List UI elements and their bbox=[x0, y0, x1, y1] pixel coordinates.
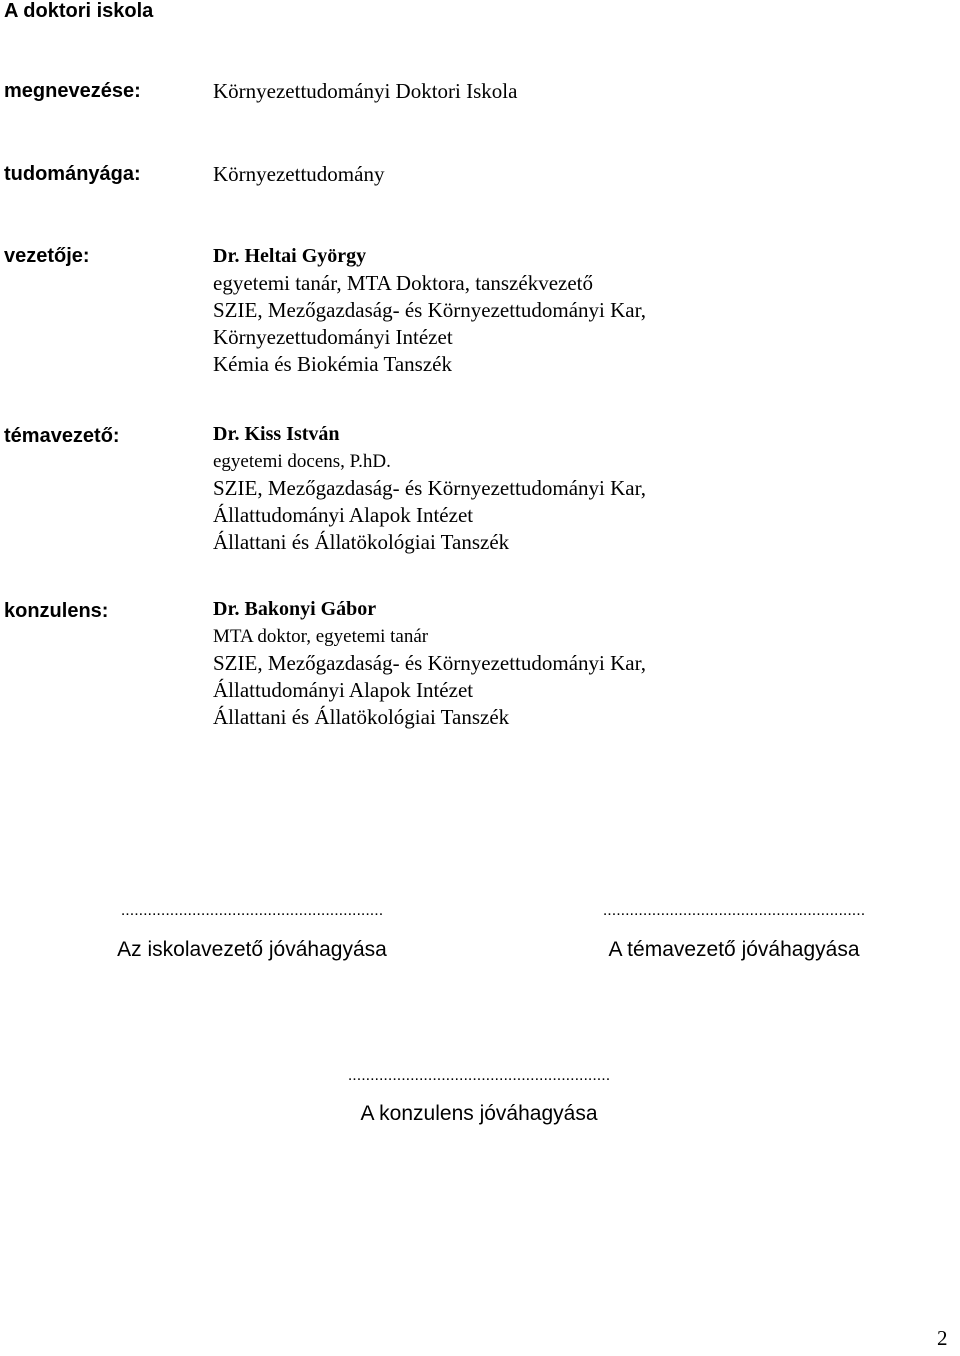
field-value-name: Környezettudományi Doktori Iskola bbox=[213, 79, 518, 103]
head-line: SZIE, Mezőgazdaság- és Környezettudományi Kar, bbox=[213, 298, 647, 322]
consultant-line: MTA doktor, egyetemi tanár bbox=[213, 626, 429, 647]
supervisor-name: Dr. Kiss István bbox=[213, 423, 340, 445]
supervisor-line: SZIE, Mezőgazdaság- és Környezettudományi Kar, bbox=[213, 476, 647, 500]
supervisor-line: egyetemi docens, P.hD. bbox=[213, 451, 391, 472]
consultant-block bbox=[213, 596, 646, 731]
field-label-head: vezetője: bbox=[4, 245, 90, 267]
supervisor-line: Állattudományi Alapok Intézet bbox=[213, 503, 474, 527]
page-number: 2 bbox=[937, 1326, 948, 1350]
consultant-line: Állattani és Állatökológiai Tanszék bbox=[213, 705, 510, 729]
signature-caption-consultant: A konzulens jóváhagyása bbox=[360, 1102, 598, 1125]
section-title: A doktori iskola bbox=[4, 0, 154, 22]
field-value-discipline: Környezettudomány bbox=[213, 162, 385, 186]
field-label-discipline: tudományága: bbox=[4, 163, 141, 185]
consultant-line: SZIE, Mezőgazdaság- és Környezettudományi Kar, bbox=[213, 651, 647, 675]
consultant-name: Dr. Bakonyi Gábor bbox=[213, 598, 377, 620]
signature-line-school-head: ........................................................... bbox=[120, 903, 384, 919]
head-name: Dr. Heltai György bbox=[213, 245, 367, 267]
field-label-supervisor: témavezető: bbox=[4, 425, 120, 447]
field-label-consultant: konzulens: bbox=[4, 600, 109, 622]
head-line: Környezettudományi Intézet bbox=[213, 325, 453, 349]
head-block bbox=[213, 243, 646, 378]
signature-line-consultant: ........................................................... bbox=[347, 1068, 611, 1084]
consultant-line: Állattudományi Alapok Intézet bbox=[213, 678, 474, 702]
head-line: Kémia és Biokémia Tanszék bbox=[213, 352, 452, 376]
field-label-name: megnevezése: bbox=[4, 80, 141, 102]
supervisor-block bbox=[213, 421, 646, 556]
signature-line-supervisor: ........................................................... bbox=[602, 903, 866, 919]
head-line: egyetemi tanár, MTA Doktora, tanszékvezető bbox=[213, 271, 593, 295]
signature-caption-supervisor: A témavezető jóváhagyása bbox=[608, 938, 860, 961]
signature-caption-school-head: Az iskolavezető jóváhagyása bbox=[117, 938, 387, 961]
supervisor-line: Állattani és Állatökológiai Tanszék bbox=[213, 530, 510, 554]
